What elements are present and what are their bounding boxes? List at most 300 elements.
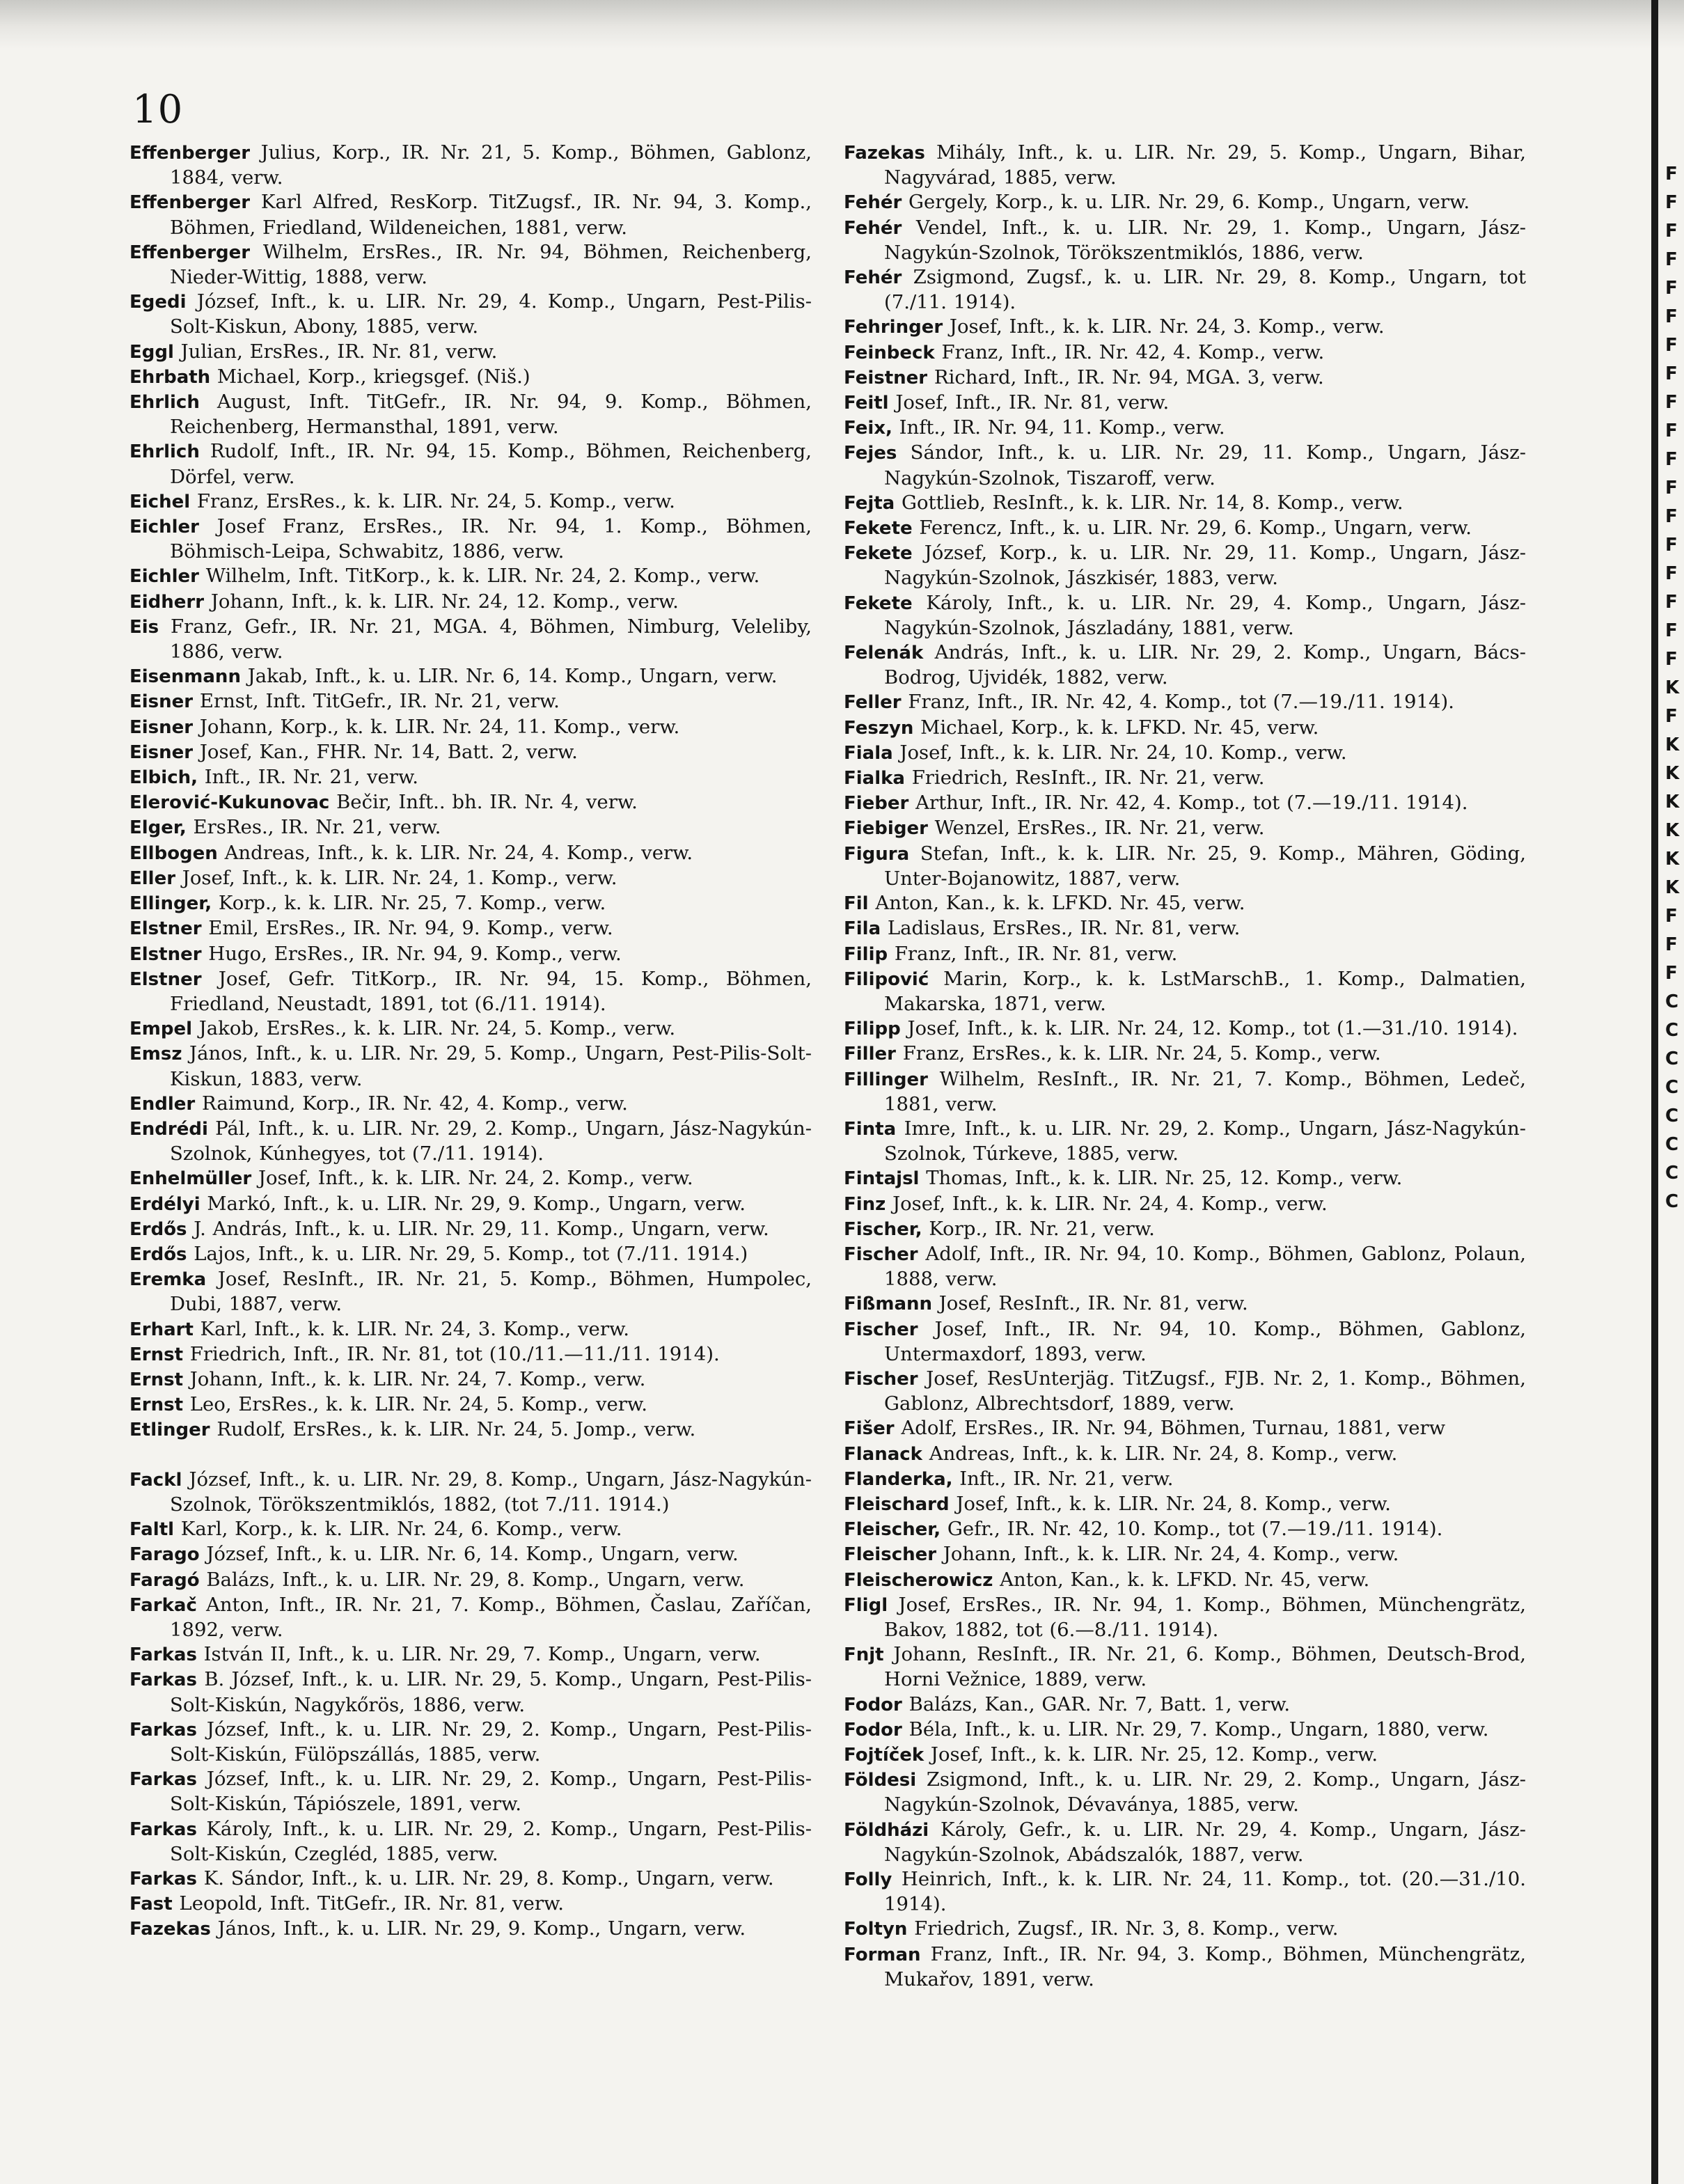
register-entry bbox=[129, 1092, 812, 1117]
register-entry bbox=[844, 1117, 1526, 1166]
register-entry bbox=[844, 1867, 1526, 1917]
entry-details: Rudolf, ErsRes., k. k. LIR. Nr. 24, 5. Jomp., verw. bbox=[210, 1418, 696, 1441]
entry-details: Zsigmond, Zugsf., k. u. LIR. Nr. 29, 8. Komp., Ungarn, tot (7./11. 1914). bbox=[884, 266, 1526, 314]
register-entry bbox=[129, 1192, 812, 1217]
register-entry bbox=[129, 740, 812, 765]
right-column bbox=[844, 141, 1526, 1992]
entry-details: Sándor, Inft., k. u. LIR. Nr. 29, 11. Komp., Ungarn, Jász-Nagykún-Szolnok, Tiszaroff, verw. bbox=[884, 441, 1526, 489]
margin-letter: C bbox=[1665, 1163, 1679, 1184]
entry-details: Josef, Kan., FHR. Nr. 14, Batt. 2, verw. bbox=[193, 740, 578, 763]
margin-letter: F bbox=[1665, 335, 1678, 356]
margin-letter: K bbox=[1665, 763, 1680, 784]
entry-surname: Elbich, bbox=[129, 767, 198, 789]
entry-surname: Faltl bbox=[129, 1519, 175, 1541]
margin-letter: F bbox=[1665, 934, 1678, 955]
entry-details: Gottlieb, ResInft., k. k. LIR. Nr. 14, 8. Komp., verw. bbox=[895, 491, 1403, 514]
register-entry bbox=[844, 641, 1526, 690]
page-number: 10 bbox=[132, 87, 184, 132]
entry-surname: Foltyn bbox=[844, 1919, 908, 1940]
register-entry bbox=[129, 1117, 812, 1166]
entry-surname: Fnjt bbox=[844, 1644, 884, 1666]
entry-details: Friedrich, ResInft., IR. Nr. 21, verw. bbox=[904, 767, 1265, 789]
entry-details: Adolf, ErsRes., IR. Nr. 94, Böhmen, Turnau, 1881, verw bbox=[894, 1417, 1446, 1440]
entry-details: Richard, Inft., IR. Nr. 94, MGA. 3, verw. bbox=[927, 366, 1324, 388]
entry-surname: Empel bbox=[129, 1019, 193, 1040]
entry-details: József, Inft., k. u. LIR. Nr. 29, 4. Komp., Ungarn, Pest-Pilis-Solt-Kiskun, Abony, 1885, verw. bbox=[170, 290, 812, 338]
register-entry bbox=[844, 1442, 1526, 1467]
register-entry bbox=[844, 690, 1526, 715]
entry-surname: Eggl bbox=[129, 341, 174, 363]
margin-letter: F bbox=[1665, 249, 1678, 270]
entry-details: Wilhelm, ErsRes., IR. Nr. 94, Böhmen, Reichenberg, Nieder-Wittig, 1888, verw. bbox=[170, 240, 812, 289]
entry-details: János, Inft., k. u. LIR. Nr. 29, 5. Komp., Ungarn, Pest-Pilis-Solt-Kiskun, 1883, verw. bbox=[170, 1042, 812, 1090]
register-entry bbox=[129, 1718, 812, 1767]
entry-details: Josef, Inft., k. k. LIR. Nr. 24, 4. Komp., verw. bbox=[886, 1192, 1328, 1215]
entry-surname: Ernst bbox=[129, 1369, 183, 1390]
entry-details: Heinrich, Inft., k. k. LIR. Nr. 24, 11. Komp., tot. (20.—31./10. 1914). bbox=[884, 1868, 1526, 1916]
margin-letter: F bbox=[1665, 963, 1678, 984]
margin-letter: F bbox=[1665, 164, 1678, 184]
margin-letter: F bbox=[1665, 649, 1678, 670]
entry-details: Zsigmond, Inft., k. u. LIR. Nr. 29, 2. Komp., Ungarn, Jász-Nagykún-Szolnok, Dévaványa, 1885, verw. bbox=[884, 1768, 1526, 1816]
register-entry bbox=[129, 1468, 812, 1517]
entry-surname: Fila bbox=[844, 918, 881, 940]
entry-details: Wilhelm, ResInft., IR. Nr. 21, 7. Komp., Böhmen, Ledeč, 1881, verw. bbox=[884, 1067, 1526, 1115]
margin-letter: F bbox=[1665, 706, 1678, 727]
entry-surname: Finta bbox=[844, 1118, 897, 1140]
register-entry bbox=[129, 1342, 812, 1367]
register-entry bbox=[844, 1467, 1526, 1492]
register-entry bbox=[844, 541, 1526, 590]
entry-details: Josef, Inft., IR. Nr. 81, verw. bbox=[888, 391, 1170, 414]
entry-details: Marin, Korp., k. k. LstMarschB., 1. Komp., Dalmatien, Makarska, 1871, verw. bbox=[884, 967, 1526, 1015]
register-entry bbox=[129, 866, 812, 891]
entry-surname: Feinbeck bbox=[844, 342, 935, 363]
register-entry bbox=[844, 1718, 1526, 1743]
margin-letter: F bbox=[1665, 620, 1678, 641]
register-entry bbox=[844, 516, 1526, 541]
register-entry bbox=[844, 315, 1526, 340]
entry-details: József, Inft., k. u. LIR. Nr. 29, 2. Komp., Ungarn, Pest-Pilis-Solt-Kiskún, Tápiószele, 1891, verw. bbox=[170, 1768, 812, 1816]
margin-letter: F bbox=[1665, 192, 1678, 213]
entry-surname: Erdélyi bbox=[129, 1193, 200, 1215]
entry-surname: Feix, bbox=[844, 418, 892, 439]
entry-surname: Ehrbath bbox=[129, 366, 211, 388]
entry-surname: Fazekas bbox=[844, 143, 925, 164]
entry-surname: Eichel bbox=[129, 491, 191, 512]
entry-details: András, Inft., k. u. LIR. Nr. 29, 2. Komp., Ungarn, Bács-Bodrog, Ujvidék, 1882, verw. bbox=[884, 641, 1526, 689]
entry-details: K. Sándor, Inft., k. u. LIR. Nr. 29, 8. Komp., Ungarn, verw. bbox=[196, 1867, 774, 1890]
margin-letter: K bbox=[1665, 877, 1680, 898]
entry-surname: Fillinger bbox=[844, 1069, 928, 1090]
entry-surname: Fleischer, bbox=[844, 1519, 941, 1541]
entry-details: Wilhelm, Inft. TitKorp., k. k. LIR. Nr. 24, 2. Komp., verw. bbox=[198, 565, 760, 588]
register-entry bbox=[844, 1743, 1526, 1768]
register-entry bbox=[844, 491, 1526, 516]
margin-letter: C bbox=[1665, 991, 1679, 1012]
register-entry bbox=[129, 340, 812, 365]
register-entry bbox=[129, 489, 812, 514]
entry-details: Mihály, Inft., k. u. LIR. Nr. 29, 5. Komp., Ungarn, Bihar, Nagyvárad, 1885, verw. bbox=[884, 141, 1526, 189]
entry-surname: Fleischard bbox=[844, 1493, 950, 1515]
entry-surname: Erhart bbox=[129, 1319, 194, 1340]
entry-surname: Ernst bbox=[129, 1395, 183, 1416]
register-entry bbox=[844, 766, 1526, 791]
entry-details: Vendel, Inft., k. u. LIR. Nr. 29, 1. Komp., Ungarn, Jász-Nagykún-Szolnok, Törökszentmiklós, 1886, verw. bbox=[884, 216, 1526, 264]
register-entry bbox=[129, 942, 812, 967]
entry-surname: Endrédi bbox=[129, 1118, 208, 1140]
entry-surname: Feller bbox=[844, 692, 902, 714]
entry-surname: Fejta bbox=[844, 492, 895, 514]
entry-surname: Fischer bbox=[844, 1319, 918, 1340]
entry-surname: Erdős bbox=[129, 1218, 187, 1240]
register-entry bbox=[129, 514, 812, 564]
left-column bbox=[129, 141, 812, 1942]
register-entry bbox=[129, 664, 812, 689]
entry-surname: Földházi bbox=[844, 1819, 929, 1841]
entry-surname: Feszyn bbox=[844, 717, 914, 739]
entry-surname: Eichler bbox=[129, 517, 199, 538]
register-entry bbox=[129, 815, 812, 840]
register-entry bbox=[844, 1291, 1526, 1317]
register-entry bbox=[129, 916, 812, 941]
entry-details: Korp., k. k. LIR. Nr. 25, 7. Komp., verw. bbox=[212, 892, 606, 915]
entry-details: Korp., IR. Nr. 21, verw. bbox=[922, 1217, 1155, 1240]
entry-surname: Fehér bbox=[844, 217, 902, 239]
entry-surname: Fleischerowicz bbox=[844, 1569, 993, 1591]
margin-letter: F bbox=[1665, 563, 1678, 584]
register-entry bbox=[129, 190, 812, 239]
entry-details: Rudolf, Inft., IR. Nr. 94, 15. Komp., Böhmen, Reichenberg, Dörfel, verw. bbox=[170, 440, 812, 488]
entry-surname: Fleischer bbox=[844, 1544, 937, 1566]
entry-surname: Fiala bbox=[844, 742, 893, 764]
entry-details: Anton, Kan., k. k. LFKD. Nr. 45, verw. bbox=[993, 1568, 1370, 1591]
margin-letter: C bbox=[1665, 1134, 1679, 1155]
entry-surname: Fischer bbox=[844, 1243, 918, 1265]
register-entry bbox=[844, 1016, 1526, 1042]
entry-details: Josef, Inft., k. k. LIR. Nr. 24, 8. Komp., verw. bbox=[949, 1492, 1391, 1515]
register-entry bbox=[844, 942, 1526, 967]
register-entry bbox=[844, 916, 1526, 941]
entry-surname: Fejes bbox=[844, 443, 897, 464]
register-entry bbox=[844, 1542, 1526, 1567]
entry-details: Anton, Kan., k. k. LFKD. Nr. 45, verw. bbox=[868, 892, 1245, 915]
entry-details: Josef, Inft., IR. Nr. 94, 10. Komp., Böhmen, Gablonz, Untermaxdorf, 1893, verw. bbox=[884, 1317, 1526, 1365]
entry-surname: Eller bbox=[129, 867, 176, 889]
register-entry bbox=[129, 141, 812, 190]
entry-details: Hugo, ErsRes., IR. Nr. 94, 9. Komp., verw. bbox=[201, 942, 622, 965]
entry-surname: Fehringer bbox=[844, 317, 943, 338]
register-entry bbox=[844, 391, 1526, 416]
entry-details: Stefan, Inft., k. k. LIR. Nr. 25, 9. Komp., Mähren, Göding, Unter-Bojanowitz, 1887, verw. bbox=[884, 842, 1526, 890]
entry-details: Inft., IR. Nr. 94, 11. Komp., verw. bbox=[892, 416, 1225, 439]
register-entry bbox=[129, 1367, 812, 1392]
register-entry bbox=[129, 1593, 812, 1642]
register-entry bbox=[129, 1267, 812, 1317]
margin-letter: F bbox=[1665, 478, 1678, 498]
entry-details: Leopold, Inft. TitGefr., IR. Nr. 81, verw. bbox=[172, 1892, 564, 1915]
register-entry bbox=[129, 1917, 812, 1942]
entry-details: Franz, Inft., IR. Nr. 94, 3. Komp., Böhmen, Münchengrätz, Mukařov, 1891, verw. bbox=[884, 1942, 1526, 1990]
entry-surname: Filler bbox=[844, 1044, 896, 1065]
entry-details: Josef, ResUnterjäg. TitZugsf., FJB. Nr. 2, 1. Komp., Böhmen, Gablonz, Albrechtsdorf, 1889, verw. bbox=[884, 1367, 1526, 1415]
margin-letter: F bbox=[1665, 278, 1678, 299]
entry-details: Károly, Inft., k. u. LIR. Nr. 29, 2. Komp., Ungarn, Pest-Pilis-Solt-Kiskún, Czegléd, 1885, verw. bbox=[170, 1817, 812, 1865]
entry-details: Johann, Inft., k. k. LIR. Nr. 24, 4. Komp., verw. bbox=[936, 1543, 1399, 1566]
entry-details: Julius, Korp., IR. Nr. 21, 5. Komp., Böhmen, Gablonz, 1884, verw. bbox=[170, 141, 812, 189]
register-entry bbox=[129, 615, 812, 664]
entry-details: József, Korp., k. u. LIR. Nr. 29, 11. Komp., Ungarn, Jász-Nagykún-Szolnok, Jászkisér, 1883, verw. bbox=[884, 542, 1526, 590]
entry-surname: Fißmann bbox=[844, 1294, 933, 1315]
register-entry bbox=[844, 1042, 1526, 1067]
register-entry bbox=[129, 790, 812, 815]
entry-details: Jakab, Inft., k. u. LIR. Nr. 6, 14. Komp., Ungarn, verw. bbox=[240, 665, 778, 688]
entry-surname: Ehrlich bbox=[129, 392, 200, 414]
entry-details: Emil, ErsRes., IR. Nr. 94, 9. Komp., verw. bbox=[201, 917, 613, 940]
entry-details: Ernst, Inft. TitGefr., IR. Nr. 21, verw. bbox=[193, 690, 560, 713]
entry-details: János, Inft., k. u. LIR. Nr. 29, 9. Komp., Ungarn, verw. bbox=[210, 1917, 746, 1940]
scan-shadow bbox=[0, 0, 1684, 49]
entry-surname: Fojtíček bbox=[844, 1745, 924, 1766]
entry-details: Josef, Inft., k. k. LIR. Nr. 24, 10. Komp., verw. bbox=[892, 741, 1347, 764]
margin-letter: F bbox=[1665, 592, 1678, 613]
entry-details: Imre, Inft., k. u. LIR. Nr. 29, 2. Komp., Ungarn, Jász-Nagykún-Szolnok, Túrkeve, 1885, verw. bbox=[884, 1117, 1526, 1165]
register-entry bbox=[129, 1517, 812, 1542]
entry-details: Inft., IR. Nr. 21, verw. bbox=[198, 766, 418, 789]
margin-letter: K bbox=[1665, 734, 1680, 755]
entry-details: József, Inft., k. u. LIR. Nr. 29, 2. Komp., Ungarn, Pest-Pilis-Solt-Kiskún, Fülöpszállás, 1885, verw. bbox=[170, 1718, 812, 1766]
register-entry bbox=[129, 1867, 812, 1892]
register-entry bbox=[844, 1568, 1526, 1593]
entry-details: ErsRes., IR. Nr. 21, verw. bbox=[186, 816, 441, 839]
entry-surname: Eisenmann bbox=[129, 666, 241, 688]
register-entry bbox=[844, 1217, 1526, 1242]
entry-surname: Eichler bbox=[129, 566, 199, 588]
entry-surname: Ellbogen bbox=[129, 842, 218, 864]
register-entry bbox=[844, 216, 1526, 265]
entry-details: Karl, Korp., k. k. LIR. Nr. 24, 6. Komp., verw. bbox=[174, 1518, 622, 1541]
entry-details: Anton, Inft., IR. Nr. 21, 7. Komp., Böhmen, Časlau, Zaříčan, 1892, verw. bbox=[170, 1593, 812, 1641]
entry-surname: Fišer bbox=[844, 1418, 895, 1440]
entry-surname: Erdős bbox=[129, 1243, 187, 1265]
register-entry bbox=[129, 564, 812, 589]
register-entry bbox=[129, 689, 812, 714]
margin-letter: F bbox=[1665, 506, 1678, 527]
entry-details: Josef, ResInft., IR. Nr. 21, 5. Komp., Böhmen, Humpolec, Dubi, 1887, verw. bbox=[170, 1268, 812, 1316]
entry-details: Andreas, Inft., k. k. LIR. Nr. 24, 4. Komp., verw. bbox=[217, 841, 693, 864]
margin-letter: K bbox=[1665, 820, 1680, 841]
entry-details: Karl Alfred, ResKorp. TitZugsf., IR. Nr. 94, 3. Komp., Böhmen, Friedland, Wildeneichen, 1881, verw. bbox=[170, 191, 812, 239]
register-entry bbox=[129, 1317, 812, 1342]
register-entry bbox=[129, 365, 812, 390]
entry-surname: Filipović bbox=[844, 968, 929, 990]
margin-letter: C bbox=[1665, 1077, 1679, 1098]
entry-surname: Ernst bbox=[129, 1344, 183, 1365]
entry-surname: Fehér bbox=[844, 192, 902, 214]
margin-letter: F bbox=[1665, 306, 1678, 327]
entry-surname: Fazekas bbox=[129, 1919, 211, 1940]
register-entry bbox=[844, 791, 1526, 816]
register-entry bbox=[844, 1942, 1526, 1992]
margin-letter: F bbox=[1665, 392, 1678, 413]
entry-surname: Fehér bbox=[844, 267, 902, 289]
register-entry bbox=[844, 1242, 1526, 1291]
entry-surname: Folly bbox=[844, 1869, 892, 1891]
entry-surname: Effenberger bbox=[129, 143, 251, 164]
entry-surname: Fast bbox=[129, 1894, 173, 1915]
register-entry bbox=[129, 1667, 812, 1717]
entry-details: Bečir, Inft.. bh. IR. Nr. 4, verw. bbox=[329, 791, 638, 814]
register-entry bbox=[129, 439, 812, 489]
entry-details: August, Inft. TitGefr., IR. Nr. 94, 9. Komp., Böhmen, Reichenberg, Hermansthal, 1891, verw. bbox=[170, 391, 812, 439]
entry-surname: Eremka bbox=[129, 1269, 207, 1291]
entry-surname: Filip bbox=[844, 943, 888, 965]
entry-surname: Fodor bbox=[844, 1694, 902, 1715]
margin-letter: C bbox=[1665, 1106, 1679, 1126]
entry-details: Franz, Inft., IR. Nr. 81, verw. bbox=[888, 942, 1178, 965]
entry-details: Balázs, Inft., k. u. LIR. Nr. 29, 8. Komp., Ungarn, verw. bbox=[199, 1568, 745, 1591]
register-entry bbox=[844, 265, 1526, 315]
register-entry bbox=[129, 1217, 812, 1242]
entry-surname: Farkas bbox=[129, 1818, 197, 1840]
register-entry bbox=[844, 1317, 1526, 1367]
register-entry bbox=[129, 1542, 812, 1567]
entry-details: Károly, Inft., k. u. LIR. Nr. 29, 4. Komp., Ungarn, Jász-Nagykún-Szolnok, Jászladány, 1881, verw. bbox=[884, 591, 1526, 639]
entry-details: Josef, Gefr. TitKorp., IR. Nr. 94, 15. Komp., Böhmen, Friedland, Neustadt, 1891, tot (6./11. 1914). bbox=[170, 967, 812, 1015]
register-entry bbox=[844, 967, 1526, 1016]
entry-surname: Forman bbox=[844, 1944, 921, 1965]
entry-details: Gergely, Korp., k. u. LIR. Nr. 29, 6. Komp., Ungarn, verw. bbox=[902, 191, 1470, 214]
adjacent-page-margin bbox=[1665, 160, 1683, 1216]
entry-surname: Fil bbox=[844, 893, 869, 915]
entry-surname: Effenberger bbox=[129, 192, 251, 214]
entry-details: Inft., IR. Nr. 21, verw. bbox=[952, 1467, 1174, 1490]
entry-surname: Eis bbox=[129, 616, 159, 638]
entry-details: Gefr., IR. Nr. 42, 10. Komp., tot (7.—19./11. 1914). bbox=[941, 1518, 1443, 1541]
margin-letter: F bbox=[1665, 906, 1678, 927]
entry-details: Raimund, Korp., IR. Nr. 42, 4. Komp., verw. bbox=[195, 1092, 628, 1115]
entry-surname: Fischer bbox=[844, 1368, 918, 1390]
entry-details: Lajos, Inft., k. u. LIR. Nr. 29, 5. Komp., tot (7./11. 1914.) bbox=[187, 1242, 748, 1265]
register-entry bbox=[844, 591, 1526, 641]
register-entry bbox=[129, 1392, 812, 1417]
entry-details: Josef Franz, ErsRes., IR. Nr. 94, 1. Komp., Böhmen, Böhmisch-Leipa, Schwabitz, 1886, verw. bbox=[170, 515, 812, 563]
entry-surname: Farkas bbox=[129, 1719, 197, 1741]
margin-letter: C bbox=[1665, 1020, 1679, 1041]
entry-details: István II, Inft., k. u. LIR. Nr. 29, 7. Komp., Ungarn, verw. bbox=[196, 1643, 761, 1666]
entry-surname: Flanack bbox=[844, 1443, 922, 1465]
register-entry bbox=[129, 765, 812, 790]
entry-details: Károly, Gefr., k. u. LIR. Nr. 29, 4. Komp., Ungarn, Jász-Nagykún-Szolnok, Abádszalók, 1887, verw. bbox=[884, 1818, 1526, 1866]
entry-surname: Ellinger, bbox=[129, 893, 212, 915]
entry-surname: Figura bbox=[844, 843, 910, 865]
entry-surname: Farkas bbox=[129, 1644, 197, 1666]
register-entry bbox=[129, 1417, 812, 1443]
entry-details: Josef, Inft., k. k. LIR. Nr. 25, 12. Komp., verw. bbox=[924, 1743, 1378, 1766]
entry-details: Johann, Korp., k. k. LIR. Nr. 24, 11. Komp., verw. bbox=[193, 715, 680, 738]
entry-details: Johann, ResInft., IR. Nr. 21, 6. Komp., Böhmen, Deutsch-Brod, Horni Vežnice, 1889, verw. bbox=[883, 1643, 1526, 1691]
entry-surname: Elstner bbox=[129, 918, 202, 940]
entry-surname: Farkas bbox=[129, 1670, 197, 1691]
register-entry bbox=[129, 891, 812, 916]
margin-letter: K bbox=[1665, 677, 1680, 698]
entry-details: Friedrich, Inft., IR. Nr. 81, tot (10./11.—11./11. 1914). bbox=[183, 1342, 720, 1365]
register-entry bbox=[844, 891, 1526, 916]
register-entry bbox=[844, 1517, 1526, 1542]
margin-letter: F bbox=[1665, 449, 1678, 470]
register-entry bbox=[844, 1917, 1526, 1942]
entry-details: Franz, ErsRes., k. k. LIR. Nr. 24, 5. Komp., verw. bbox=[895, 1042, 1381, 1065]
entry-details: B. József, Inft., k. u. LIR. Nr. 29, 5. Komp., Ungarn, Pest-Pilis-Solt-Kiskún, Nagykőrös, 1886, verw. bbox=[170, 1668, 812, 1716]
margin-letter: F bbox=[1665, 421, 1678, 441]
entry-surname: Egedi bbox=[129, 292, 187, 313]
entry-surname: Farkas bbox=[129, 1769, 197, 1791]
register-entry bbox=[844, 441, 1526, 490]
entry-surname: Elstner bbox=[129, 968, 202, 990]
margin-letter: F bbox=[1665, 535, 1678, 556]
entry-surname: Elerović-Kukunovac bbox=[129, 792, 330, 814]
register-entry bbox=[129, 1568, 812, 1593]
entry-details: Johann, Inft., k. k. LIR. Nr. 24, 7. Komp., verw. bbox=[183, 1367, 646, 1390]
entry-details: Franz, ErsRes., k. k. LIR. Nr. 24, 5. Komp., verw. bbox=[190, 489, 675, 512]
entry-surname: Faragó bbox=[129, 1569, 200, 1591]
entry-surname: Eisner bbox=[129, 741, 194, 763]
register-entry bbox=[844, 741, 1526, 766]
entry-details: Ladislaus, ErsRes., IR. Nr. 81, verw. bbox=[881, 917, 1241, 940]
register-entry bbox=[844, 416, 1526, 441]
entry-details: Johann, Inft., k. k. LIR. Nr. 24, 12. Komp., verw. bbox=[204, 590, 679, 613]
entry-details: J. András, Inft., k. u. LIR. Nr. 29, 11. Komp., Ungarn, verw. bbox=[187, 1217, 769, 1240]
entry-details: Josef, Inft., k. k. LIR. Nr. 24, 2. Komp., verw. bbox=[251, 1167, 693, 1190]
register-entry bbox=[844, 1768, 1526, 1817]
entry-surname: Feistner bbox=[844, 367, 928, 388]
entry-surname: Fiebiger bbox=[844, 818, 928, 840]
register-entry bbox=[844, 1492, 1526, 1517]
register-entry bbox=[129, 715, 812, 740]
entry-details: Wenzel, ErsRes., IR. Nr. 21, verw. bbox=[927, 817, 1265, 840]
register-entry bbox=[129, 1767, 812, 1816]
entry-surname: Filipp bbox=[844, 1019, 901, 1040]
margin-letter: K bbox=[1665, 792, 1680, 812]
entry-surname: Fekete bbox=[844, 592, 913, 614]
entry-details: Friedrich, Zugsf., IR. Nr. 3, 8. Komp., verw. bbox=[907, 1917, 1339, 1940]
entry-details: Josef, Inft., k. k. LIR. Nr. 24, 12. Komp., tot (1.—31./10. 1914). bbox=[900, 1017, 1518, 1040]
register-entry bbox=[129, 390, 812, 439]
entry-surname: Elstner bbox=[129, 943, 202, 965]
register-entry bbox=[844, 1593, 1526, 1642]
entry-details: Jakob, ErsRes., k. k. LIR. Nr. 24, 5. Komp., verw. bbox=[192, 1017, 676, 1040]
margin-letter: C bbox=[1665, 1048, 1679, 1069]
entry-surname: Eisner bbox=[129, 691, 194, 713]
entry-details: Josef, Inft., k. k. LIR. Nr. 24, 3. Komp., verw. bbox=[943, 315, 1385, 338]
entry-details: Franz, Inft., IR. Nr. 42, 4. Komp., tot (7.—19./11. 1914). bbox=[901, 691, 1454, 714]
register-entry bbox=[844, 366, 1526, 391]
register-entry bbox=[844, 842, 1526, 891]
entry-surname: Flanderka, bbox=[844, 1468, 953, 1490]
register-entry bbox=[844, 1166, 1526, 1191]
register-entry bbox=[129, 841, 812, 866]
register-entry bbox=[844, 340, 1526, 366]
register-entry bbox=[129, 1016, 812, 1042]
entry-details: Leo, ErsRes., k. k. LIR. Nr. 24, 5. Komp., verw. bbox=[183, 1393, 647, 1416]
entry-details: Markó, Inft., k. u. LIR. Nr. 29, 9. Komp., Ungarn, verw. bbox=[200, 1192, 746, 1215]
entry-surname: Eisner bbox=[129, 716, 194, 738]
entry-details: Andreas, Inft., k. k. LIR. Nr. 24, 8. Komp., verw. bbox=[922, 1442, 1398, 1465]
register-entry bbox=[129, 1817, 812, 1867]
entry-surname: Fekete bbox=[844, 518, 913, 540]
entry-details: Karl, Inft., k. k. LIR. Nr. 24, 3. Komp., verw. bbox=[193, 1317, 629, 1340]
entry-details: Michael, Korp., k. k. LFKD. Nr. 45, verw. bbox=[913, 716, 1319, 739]
